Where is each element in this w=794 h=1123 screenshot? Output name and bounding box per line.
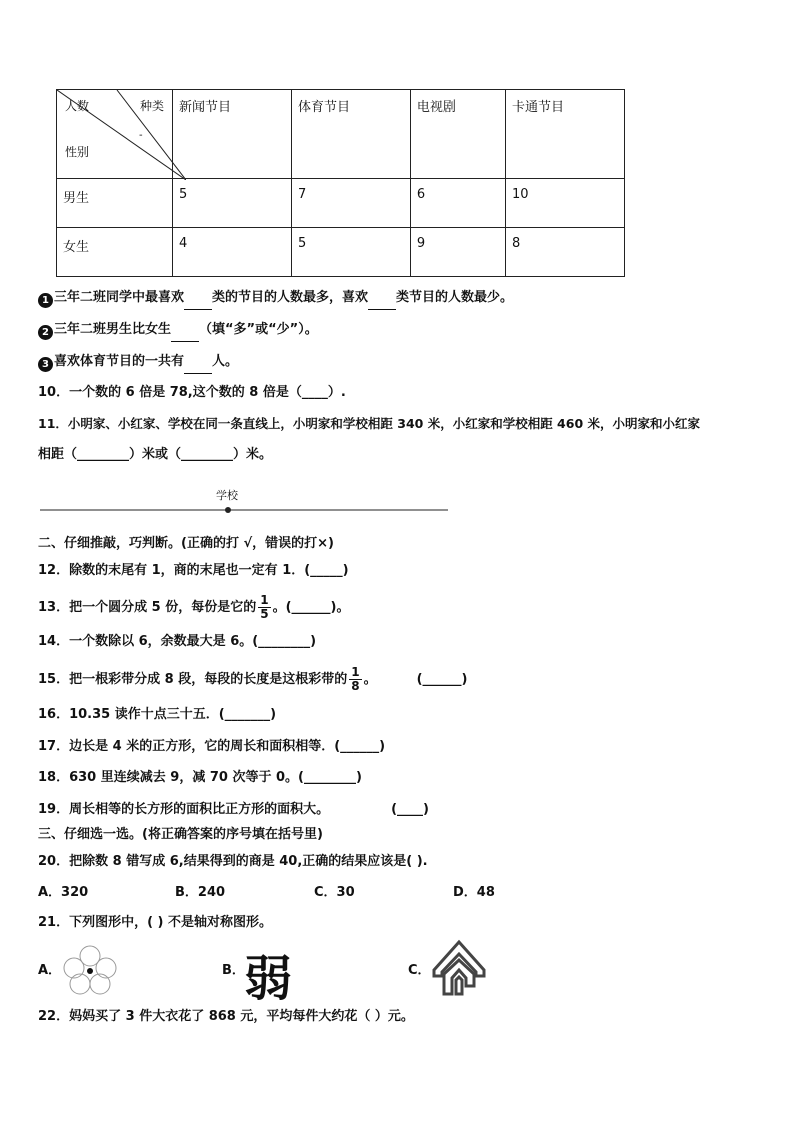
text: 喜欢体育节目的一共有: [54, 354, 185, 369]
denominator: 5: [260, 607, 269, 621]
sub-question-3: [38, 353, 238, 374]
table-header-row: [57, 90, 625, 179]
circled-number-3: 3: [38, 357, 53, 372]
text: 。(______)。: [272, 600, 350, 615]
table-cell: 6: [410, 179, 505, 228]
table-cell: 4: [173, 228, 292, 277]
answer-paren[interactable]: (______): [416, 672, 468, 687]
question-17: 17．边长是 4 米的正方形，它的周长和面积相等．(______): [38, 739, 386, 754]
question-11-line2: 相距（________）米或（________）米。: [38, 447, 273, 462]
question-15: [38, 666, 467, 693]
q21-option-c-label[interactable]: C．: [408, 963, 431, 978]
q20-option-b[interactable]: B．240: [175, 885, 226, 900]
circled-number-1: 1: [38, 293, 53, 308]
row-label: 男生: [57, 179, 173, 228]
table-cell: 10: [506, 179, 625, 228]
weak-character-glyph: 弱: [244, 951, 293, 1007]
q20-option-c[interactable]: C．30: [314, 885, 355, 900]
fraction-one-fifth: [258, 594, 270, 621]
numerator: 1: [351, 665, 360, 679]
corner-label-sex: 性别: [65, 145, 90, 159]
table-cell: 8: [506, 228, 625, 277]
row-label: 女生: [57, 228, 173, 277]
question-19: [38, 801, 429, 819]
table-cell: 7: [291, 179, 410, 228]
text: 。: [363, 672, 377, 687]
question-21: 21．下列图形中，( ) 不是轴对称图形。: [38, 915, 273, 930]
text: 类节目的人数最少。: [396, 290, 514, 305]
answer-blank[interactable]: [184, 355, 212, 374]
question-11-line1: 11．小明家、小红家、学校在同一条直线上，小明家和学校相距 340 米，小红家和学校相距 460 米，小明家和小红家: [38, 416, 700, 431]
sub-question-1: [38, 289, 513, 310]
question-13: [38, 594, 349, 621]
table-cell: 9: [410, 228, 505, 277]
text: 人。: [212, 354, 239, 369]
flower-circles-icon: [62, 945, 118, 995]
text: 19．周长相等的长方形的面积比正方形的面积大。: [38, 802, 330, 817]
denominator: 8: [351, 679, 360, 693]
answer-blank[interactable]: [368, 291, 396, 310]
column-header: 电视剧: [410, 90, 505, 179]
question-20: 20．把除数 8 错写成 6,结果得到的商是 40,正确的结果应该是( ).: [38, 854, 428, 869]
school-label: 学校: [216, 489, 238, 502]
question-14: 14．一个数除以 6，余数最大是 6。(________): [38, 634, 317, 649]
nested-house-logo-icon: [430, 936, 488, 998]
school-number-line: [40, 503, 448, 517]
q20-option-a[interactable]: A．320: [38, 885, 89, 900]
table-cell: 5: [291, 228, 410, 277]
text: 类的节目的人数最多，喜欢: [212, 290, 369, 305]
q20-option-d[interactable]: D．48: [453, 885, 495, 900]
section-3-heading: 三、仔细选一选。(将正确答案的序号填在括号里): [38, 827, 323, 842]
q21-option-b-label[interactable]: B．: [222, 963, 245, 978]
fraction-one-eighth: [349, 666, 361, 693]
answer-paren[interactable]: (____): [391, 802, 429, 817]
column-header: 体育节目: [291, 90, 410, 179]
text: 三年二班男生比女生: [54, 322, 172, 337]
table-row: [57, 179, 625, 228]
section-2-heading: 二、仔细推敲，巧判断。(正确的打 √，错误的打×): [38, 536, 334, 551]
answer-blank[interactable]: [171, 323, 199, 342]
table-row: [57, 228, 625, 277]
column-header: 卡通节目: [506, 90, 625, 179]
diagonal-corner-cell: [57, 90, 173, 179]
text: 13．把一个圆分成 5 份，每份是它的: [38, 600, 257, 615]
question-18: 18．630 里连续减去 9，减 70 次等于 0。(________): [38, 770, 362, 785]
question-12: 12．除数的末尾有 1，商的末尾也一定有 1．(_____): [38, 563, 349, 578]
text: （填“多”或“少”）。: [199, 322, 318, 337]
circled-number-2: 2: [38, 325, 53, 340]
corner-label-kind: 种类: [139, 99, 164, 113]
text: 15．把一根彩带分成 8 段，每段的长度是这根彩带的: [38, 672, 348, 687]
sub-question-2: [38, 321, 318, 342]
numerator: 1: [260, 593, 269, 607]
question-22: 22．妈妈买了 3 件大衣花了 868 元，平均每件大约花（ ）元。: [38, 1009, 414, 1024]
text: 三年二班同学中最喜欢: [54, 290, 185, 305]
q21-option-a-label[interactable]: A．: [38, 963, 62, 978]
column-header: 新闻节目: [173, 90, 292, 179]
answer-blank[interactable]: [184, 291, 212, 310]
question-10: 10．一个数的 6 倍是 78,这个数的 8 倍是（____）.: [38, 385, 346, 400]
corner-mark: -: [139, 130, 143, 141]
survey-table: [56, 89, 625, 277]
question-16: 16．10.35 读作十点三十五．(_______): [38, 707, 277, 722]
corner-label-people: 人数: [65, 99, 90, 113]
table-cell: 5: [173, 179, 292, 228]
